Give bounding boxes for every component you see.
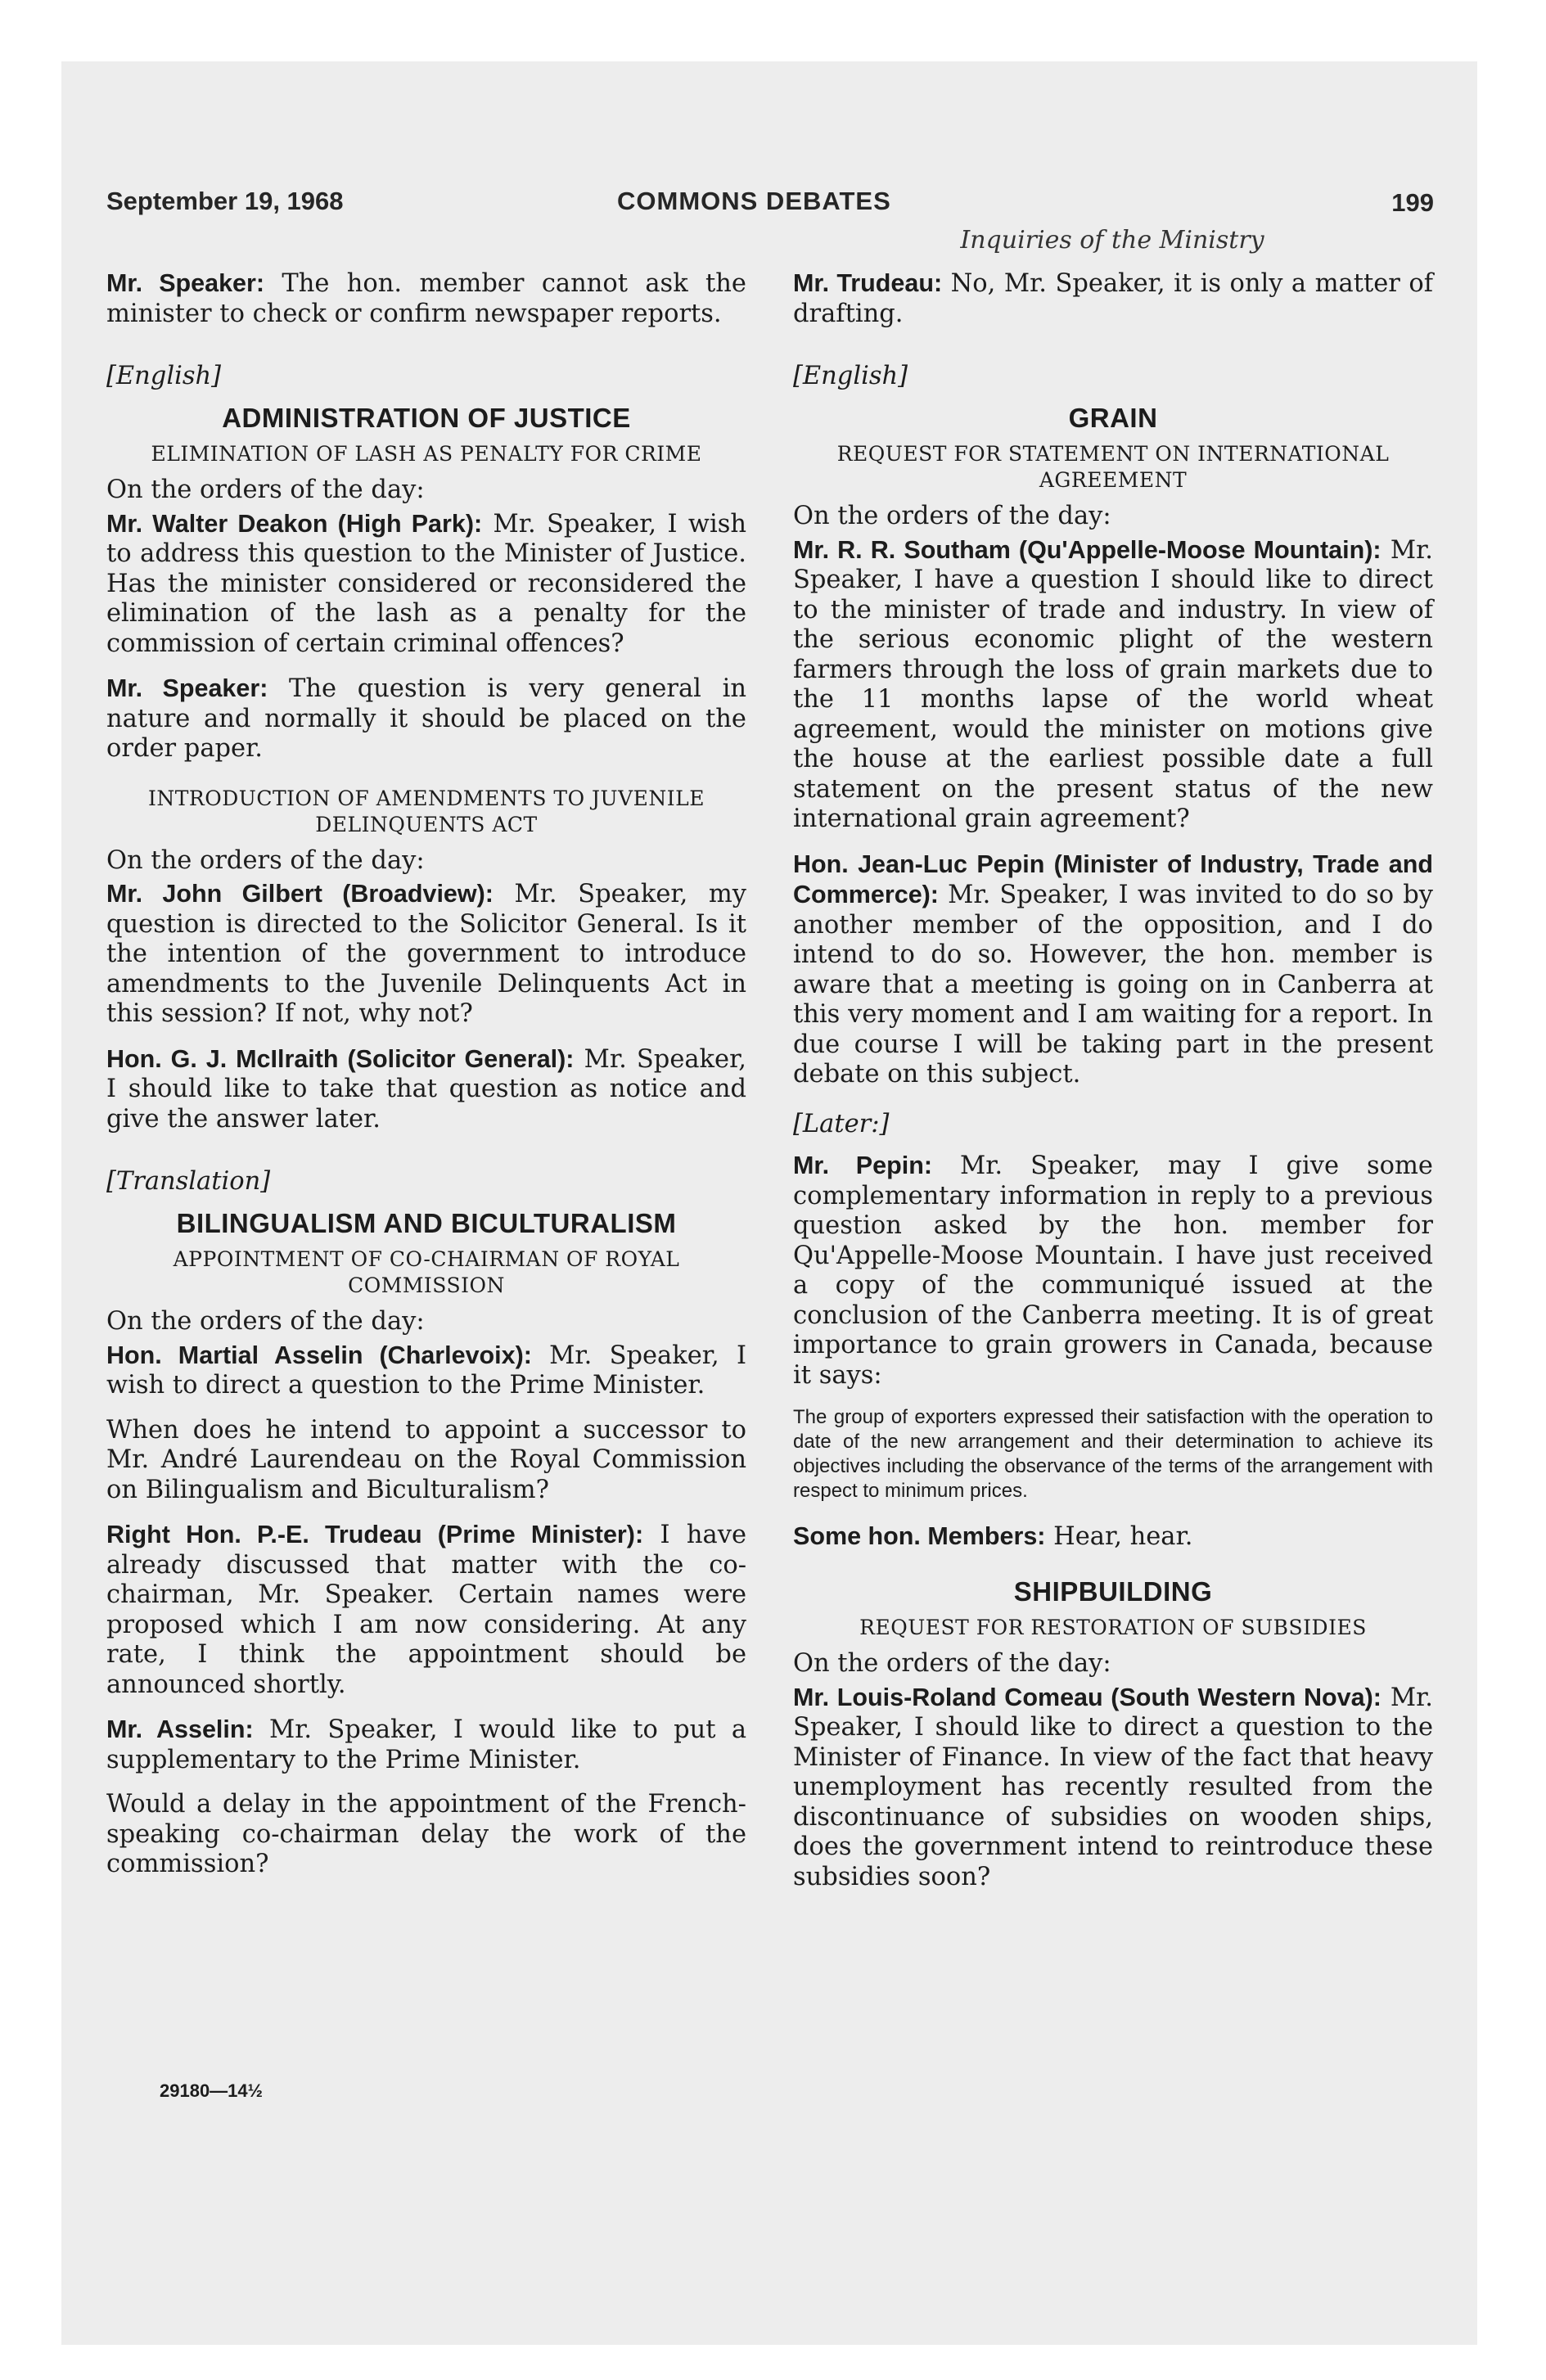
paragraph-text: Mr. Speaker, I have a question I should like to direct to the minister of trade and industry. In view of the serious economic plight of the western farmers through the loss of grain markets due to the 11 months lapse of the world wheat agreement, would the minister on motions give the house at the earliest possible date a full statement on the present status of the new international grain agreement? bbox=[793, 535, 1433, 833]
language-tag: [English] bbox=[793, 362, 908, 390]
subsection-heading: INTRODUCTION OF AMENDMENTS TO JUVENILE DELINQUENTS ACT bbox=[147, 786, 705, 836]
paragraph-text: Mr. Speaker, I wish to direct a question to the Prime Minister. bbox=[106, 1341, 746, 1400]
orders-line: On the orders of the day: bbox=[106, 476, 425, 504]
speaker-name: Hon. Martial Asselin (Charlevoix): bbox=[106, 1341, 532, 1369]
orders-line: On the orders of the day: bbox=[793, 1649, 1111, 1678]
paragraph-text: Hear, hear. bbox=[1045, 1522, 1193, 1551]
paragraph-text: Mr. Speaker, I should like to direct a question to the Minister of Finance. In view of the fact that heavy unemployment has recently resulted from the discontinuance of subsidies on wooden ships, does the government intend to reintroduce these subsidies soon? bbox=[793, 1683, 1433, 1891]
speaker-name: Mr. Trudeau: bbox=[793, 269, 943, 297]
subsection-heading: APPOINTMENT OF CO-CHAIRMAN OF ROYAL COMMISSION bbox=[173, 1247, 680, 1297]
section-heading: ADMINISTRATION OF JUSTICE bbox=[222, 402, 631, 433]
paragraph-text: Mr. Speaker, I was invited to do so by another member of the opposition, and I do intend to do so. However, the hon. member is aware that a meeting is going on in Canberra at this very moment and I am waiting for a report. In due course I will be taking part in the present debate on this subject. bbox=[793, 881, 1433, 1089]
speaker-name: Mr. John Gilbert (Broadview): bbox=[106, 880, 494, 908]
subsection-heading: ELIMINATION OF LASH AS PENALTY FOR CRIME bbox=[151, 442, 702, 466]
speaker-name: Mr. Pepin: bbox=[793, 1152, 933, 1179]
language-tag: [English] bbox=[106, 362, 222, 390]
speaker-name: Hon. Jean-Luc Pepin (Minister of Industry, Trade and Commerce): bbox=[793, 850, 1433, 908]
right-column bbox=[793, 268, 1433, 1907]
paragraph bbox=[793, 1521, 1433, 1553]
speaker-name: Mr. Walter Deakon (High Park): bbox=[106, 509, 483, 538]
section-heading: SHIPBUILDING bbox=[1013, 1575, 1213, 1607]
paragraph-text: The hon. member cannot ask the minister to check or confirm newspaper reports. bbox=[106, 269, 746, 328]
paragraph bbox=[793, 850, 1433, 1090]
paragraph-text: Mr. Speaker, I wish to address this question to the Minister of Justice. Has the minister considered or reconsidered the elimination of the lash as a penalty for the commission of certain criminal offences? bbox=[106, 509, 746, 658]
paragraph bbox=[106, 1715, 746, 1775]
orders-line: On the orders of the day: bbox=[106, 845, 425, 875]
section-heading: BILINGUALISM AND BICULTURALISM bbox=[176, 1207, 677, 1238]
paragraph bbox=[793, 1683, 1433, 1893]
paragraph bbox=[106, 879, 746, 1030]
later-tag: [Later:] bbox=[793, 1109, 890, 1138]
speaker-name: Mr. Asselin: bbox=[106, 1715, 254, 1743]
speaker-name: Mr. R. R. Southam (Qu'Appelle-Moose Mountain): bbox=[793, 535, 1381, 564]
speaker-name: Right Hon. P.-E. Trudeau (Prime Minister): bbox=[106, 1521, 644, 1548]
paragraph-text: Mr. Speaker, my question is directed to the Solicitor General. Is it the intention of the government to introduce amendments to the Juvenile Delinquents Act in this session? If not, why not? bbox=[106, 880, 746, 1028]
page-header bbox=[106, 187, 1434, 228]
speaker-name: Mr. Speaker: bbox=[106, 269, 265, 297]
paragraph bbox=[106, 268, 746, 329]
left-column bbox=[106, 268, 746, 1895]
section-heading: GRAIN bbox=[1068, 402, 1158, 433]
paragraph-text: Mr. Speaker, I should like to take that question as notice and give the answer later. bbox=[106, 1044, 747, 1134]
speaker-name: Mr. Speaker: bbox=[106, 674, 268, 702]
paragraph-text: I have already discussed that matter with the co-chairman, Mr. Speaker. Certain names were proposed which I am now considering. At any rate, I think the appointment should be announced shortly. bbox=[106, 1521, 747, 1699]
paragraph bbox=[793, 535, 1433, 835]
page-number: 199 bbox=[1391, 188, 1434, 217]
paragraph: When does he intend to appoint a successor to Mr. André Laurendeau on the Royal Commission on Bilingualism and Biculturalism? bbox=[106, 1415, 746, 1504]
paragraph bbox=[793, 1151, 1433, 1391]
speaker-name: Some hon. Members: bbox=[793, 1522, 1046, 1550]
paragraph-text: No, Mr. Speaker, it is only a matter of drafting. bbox=[793, 269, 1433, 328]
speaker-name: Hon. G. J. McIlraith (Solicitor General): bbox=[106, 1044, 575, 1073]
paragraph bbox=[106, 1341, 746, 1401]
paragraph bbox=[106, 1520, 746, 1700]
paragraph bbox=[106, 509, 746, 660]
paragraph-text: Mr. Speaker, I would like to put a supplementary to the Prime Minister. bbox=[106, 1715, 747, 1774]
paragraph bbox=[793, 268, 1433, 329]
header-title: COMMONS DEBATES bbox=[617, 187, 891, 215]
orders-line: On the orders of the day: bbox=[793, 502, 1111, 530]
subsection-heading: REQUEST FOR RESTORATION OF SUBSIDIES bbox=[859, 1616, 1367, 1639]
subsection-heading: REQUEST FOR STATEMENT ON INTERNATIONAL AGREEMENT bbox=[836, 442, 1390, 492]
paragraph: Would a delay in the appointment of the French-speaking co-chairman delay the work of the commission? bbox=[106, 1790, 746, 1878]
section-subheader: Inquiries of the Ministry bbox=[960, 226, 1264, 255]
orders-line: On the orders of the day: bbox=[106, 1307, 425, 1336]
speaker-name: Mr. Louis-Roland Comeau (South Western Nova): bbox=[793, 1683, 1381, 1711]
paragraph bbox=[106, 674, 746, 764]
print-code: 29180—14½ bbox=[160, 2080, 263, 2101]
paragraph bbox=[106, 1044, 746, 1135]
block-quote: The group of exporters expressed their satisfaction with the operation to date of the new arrangement and their determination to achieve its objectives including the observance of the terms of the arrangement with respect to minimum prices. bbox=[793, 1406, 1433, 1502]
paragraph-text: The question is very general in nature and normally it should be placed on the order paper. bbox=[106, 674, 746, 763]
language-tag: [Translation] bbox=[106, 1167, 271, 1196]
paragraph-text: Mr. Speaker, may I give some complementary information in reply to a previous question asked by the hon. member for Qu'Appelle-Moose Mountain. I have just received a copy of the communiqué issued at the conclusion of the Canberra meeting. It is of great importance to grain growers in Canada, because it says: bbox=[793, 1152, 1433, 1390]
header-date: September 19, 1968 bbox=[106, 187, 344, 215]
